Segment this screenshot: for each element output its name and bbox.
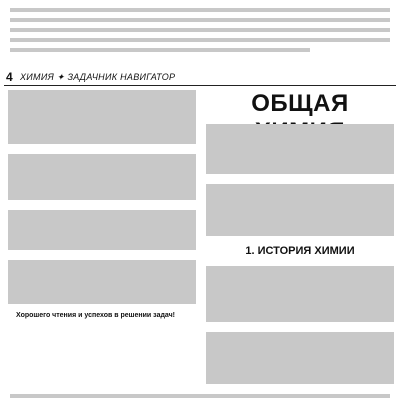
- running-head: ХИМИЯ ✦ ЗАДАЧНИК НАВИГАТОР: [20, 72, 176, 82]
- paragraph-placeholder: [8, 90, 196, 144]
- text-line-placeholder: [10, 48, 310, 52]
- paragraph-placeholder: [8, 154, 196, 200]
- header-rule: [4, 85, 396, 86]
- bottom-text-strip: [0, 392, 400, 400]
- paragraph-placeholder: [206, 124, 394, 174]
- paragraph-placeholder: [8, 210, 196, 250]
- paragraph-placeholder: [206, 332, 394, 384]
- text-line-placeholder: [10, 38, 390, 42]
- text-line-placeholder: [10, 8, 390, 12]
- previous-page-text-strip: [0, 0, 400, 68]
- paragraph-placeholder: [206, 266, 394, 322]
- paragraph-placeholder: [8, 260, 196, 304]
- right-column: [206, 90, 394, 390]
- left-column: [8, 90, 196, 390]
- section-title: ОБЩАЯ: [251, 90, 349, 117]
- page-header: [0, 70, 400, 86]
- text-line-placeholder: [10, 28, 390, 32]
- paragraph-placeholder: [206, 184, 394, 236]
- page-number: 4: [6, 70, 13, 84]
- subsection-title: 1. ИСТОРИЯ ХИМИИ: [245, 245, 355, 257]
- closing-line: Хорошего чтения и успехов в решении задач!: [16, 312, 176, 319]
- text-line-placeholder: [10, 394, 390, 398]
- text-line-placeholder: [10, 18, 390, 22]
